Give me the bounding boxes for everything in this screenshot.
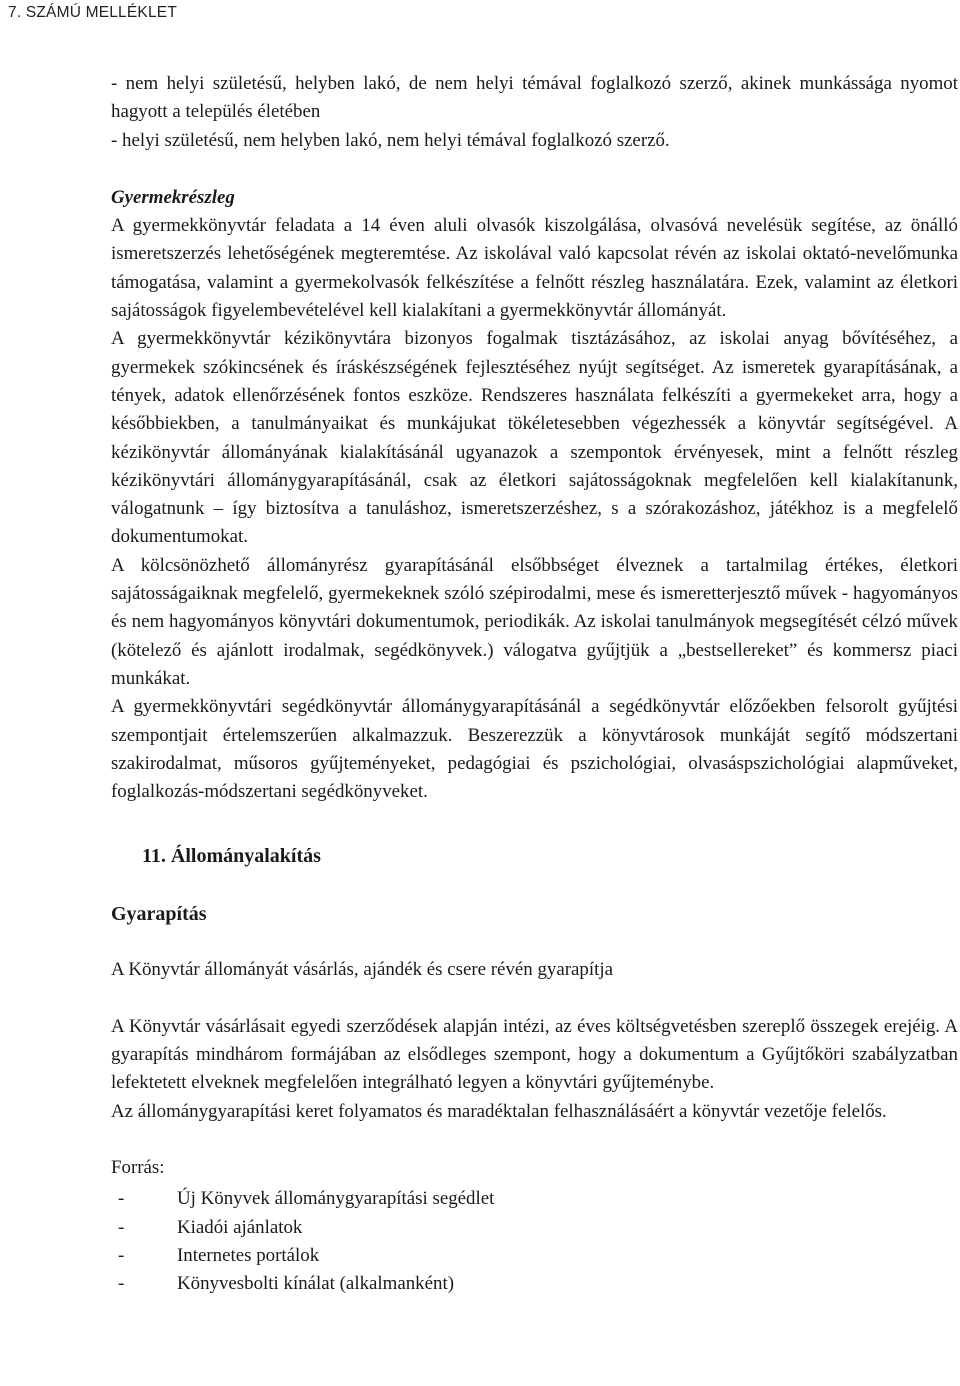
list-item — [111, 1242, 958, 1270]
sources-list — [111, 1185, 958, 1298]
sources-label: Forrás: — [111, 1156, 165, 1178]
list-bullet: - — [118, 1244, 125, 1266]
intro-line-2: - helyi születésű, nem helyben lakó, nem helyi témával foglalkozó szerző. — [111, 129, 670, 151]
list-bullet: - — [118, 1188, 125, 1210]
paragraph: A kölcsönözhető állományrész gyarapításánál elsőbbséget élveznek a tartalmilag értékes, életkori sajátosságaiknak megfelelő, gyermekeknek szóló szépirodalmi, mese és ismeretterjesztő művek - hagyományos és nem hagyományos könyvtári dokumentumok, periodikák. Az iskolai tanulmányok megsegítését célzó művek (kötelező és ajánlott irodalmak, segédkönyvek.) válogatva gyűjtjük a „bestsellereket” és kommersz piaci munkákat. — [111, 554, 958, 689]
paragraph: A gyermekkönyvtári segédkönyvtár állománygyarapításánál a segédkönyvtár előzőekben felsorolt gyűjtési szempontjait értelemszerűen alkalmazzuk. Beszerezzük a könyvtárosok munkáját segítő módszertani szakirodalmat, műsoros gyűjteményeket, pedagógiai és pszichológiai, olvasáspszichológiai alapműveket, foglalkozás-módszertani segédkönyveket. — [111, 696, 958, 803]
section-subtitle: Gyarapítás — [111, 903, 207, 926]
list-item-text: Kiadói ajánlatok — [177, 1216, 303, 1238]
list-item-text: Könyvesbolti kínálat (alkalmanként) — [177, 1273, 454, 1295]
list-item — [111, 1214, 958, 1242]
paragraph: A gyermekkönyvtár kézikönyvtára bizonyos fogalmak tisztázásához, az iskolai anyag bővítéséhez, a gyermekek szókincsének és íráskészségének fejlesztéséhez nyújt segítséget. Az ismeretek gyarapításának, a tények, adatok ellenőrzésének fontos eszköze. Rendszeres használata felkészíti a gyermekeket arra, hogy a későbbiekben, a tanulmányaikat és munkájukat tökéletesebben végezhessék a könyvtár segítségével. A kézikönyvtár állományának kialakításánál ugyanazok a szempontok érvényesek, mint a felnőtt részleg kézikönyvtári állománygyarapításánál, csak az életkori sajátosságoknak megfelelően kell kialakítanunk, válogatnunk – így biztosítva a tanuláshoz, ismeretszerzéshez, s a szórakozáshoz, játékhoz is a megfelelő dokumentumokat. — [111, 328, 958, 548]
page-header: 7. SZÁMÚ MELLÉKLET — [8, 4, 177, 21]
section-heading-childrens: Gyermekrészleg — [111, 186, 235, 208]
paragraph: Az állománygyarapítási keret folyamatos és maradéktalan felhasználásáért a könyvtár vezetője felelős. — [111, 1100, 887, 1122]
paragraph: A Könyvtár vásárlásait egyedi szerződések alapján intézi, az éves költségvetésben szereplő összegek erejéig. A gyarapítás mindhárom formájában az elsődleges szempont, hogy a dokumentum a Gyűjtőköri szabályzatban lefektetett elveknek megfelelően integrálható legyen a könyvtári gyűjteménybe. — [111, 1015, 958, 1094]
list-item — [111, 1270, 958, 1298]
document-body — [111, 70, 958, 1298]
list-item-text: Internetes portálok — [177, 1244, 320, 1266]
list-item — [111, 1185, 958, 1213]
intro-line-1: - nem helyi születésű, helyben lakó, de nem helyi témával foglalkozó szerző, akinek munkássága nyomot hagyott a település életében — [111, 73, 958, 123]
section-title: 11. Állományalakítás — [142, 845, 321, 868]
paragraph: A Könyvtár állományát vásárlás, ajándék és csere révén gyarapítja — [111, 959, 613, 981]
list-bullet: - — [118, 1273, 125, 1295]
list-bullet: - — [118, 1216, 125, 1238]
list-item-text: Új Könyvek állománygyarapítási segédlet — [177, 1188, 495, 1210]
paragraph: A gyermekkönyvtár feladata a 14 éven aluli olvasók kiszolgálása, olvasóvá nevelésük segítése, az önálló ismeretszerzés lehetőségének megteremtése. Az iskolával való kapcsolat révén az iskolai oktató-nevelőmunka támogatása, valamint a gyermekolvasók felkészítése a felnőtt részleg használatára. Ezek, valamint az életkori sajátosságok figyelembevételével kell kialakítani a gyermekkönyvtár állományát. — [111, 215, 958, 322]
